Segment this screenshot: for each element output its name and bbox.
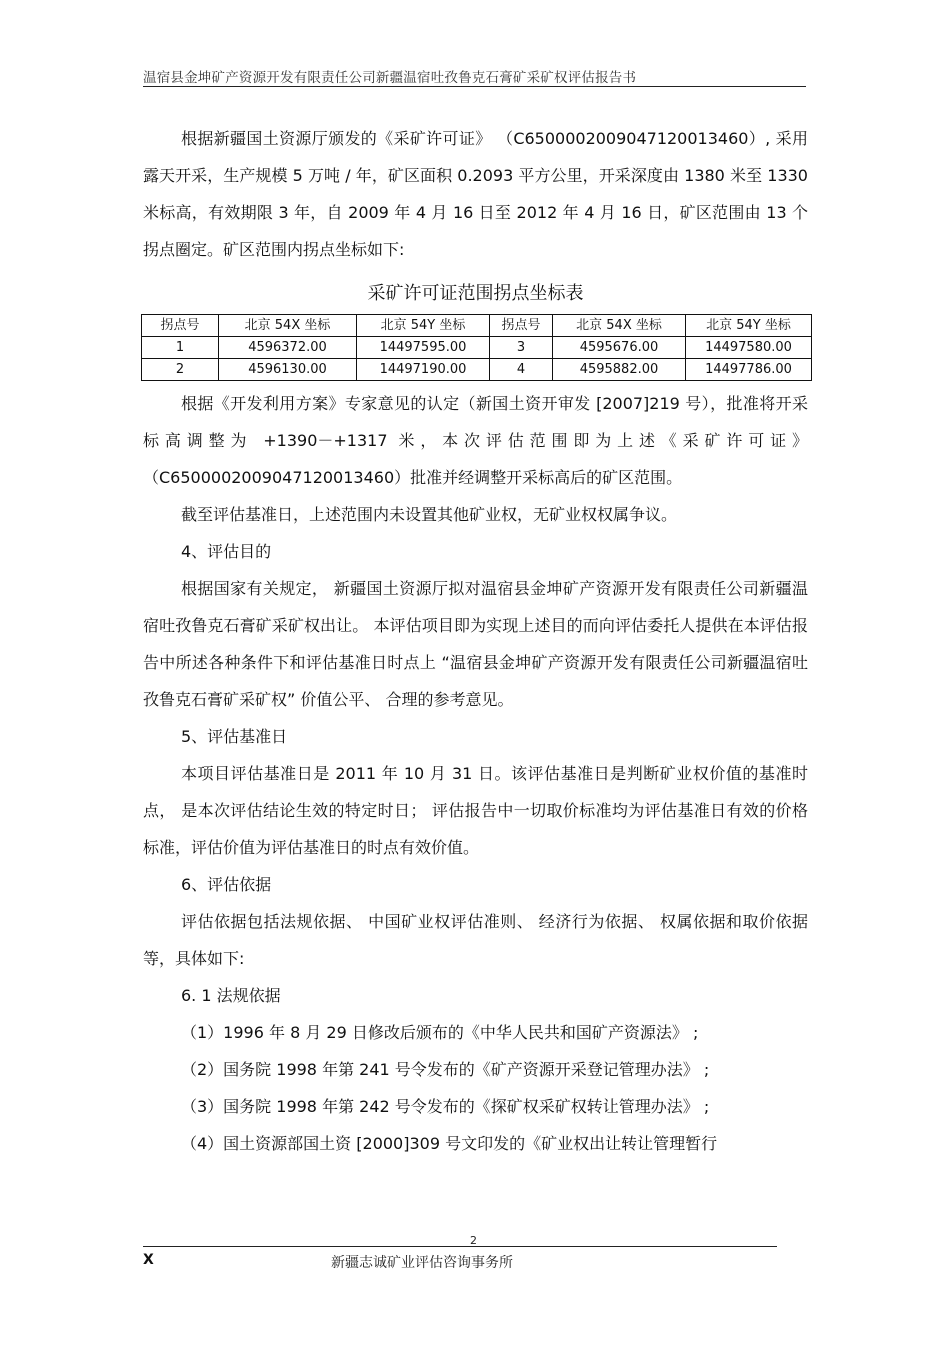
table-cell: 4595882.00 xyxy=(553,359,686,381)
table-header-row xyxy=(142,315,812,337)
table-cell: 14497595.00 xyxy=(357,337,490,359)
paragraph-base-date: 本项目评估基准日是 2011 年 10 月 31 日。该评估基准日是判断矿业权价值的基准时点， 是本次评估结论生效的特定时日； 评估报告中一切取价标准均为评估基准日有效的价格标准，评估价值为评估基准日的时点有效价值。 xyxy=(143,764,808,857)
section-heading-basis: 6、评估依据 xyxy=(181,875,272,894)
document-body xyxy=(143,120,808,1162)
table-header-cell: 北京 54X 坐标 xyxy=(553,315,686,337)
section-heading-base-date: 5、评估基准日 xyxy=(181,727,288,746)
header-divider xyxy=(143,86,806,87)
table-header-cell: 拐点号 xyxy=(490,315,553,337)
paragraph-adjustment: 根据《开发利用方案》专家意见的认定（新国土资开审发 [2007]219 号），批准将开采标高调整为 +1390－+1317 米，本次评估范围即为上述《采矿许可证》（C6500002009047120013460）批准并经调整开采标高后的矿区范围。 xyxy=(143,394,808,487)
table-cell: 1 xyxy=(142,337,219,359)
table-header-cell: 拐点号 xyxy=(142,315,219,337)
table-row xyxy=(142,337,812,359)
list-item: （3）国务院 1998 年第 242 号令发布的《探矿权采矿权转让管理办法》 ; xyxy=(181,1097,710,1116)
table-row xyxy=(142,359,812,381)
coordinate-table xyxy=(141,314,812,381)
table-header-cell: 北京 54X 坐标 xyxy=(219,315,357,337)
subsection-heading-legal-basis: 6. 1 法规依据 xyxy=(181,986,281,1005)
table-cell: 14497190.00 xyxy=(357,359,490,381)
paragraph-purpose: 根据国家有关规定， 新疆国土资源厅拟对温宿县金坤矿产资源开发有限责任公司新疆温宿吐孜鲁克石膏矿采矿权出让。 本评估项目即为实现上述目的而向评估委托人提供在本评估报告中所述各种条件下和评估基准日时点上 “温宿县金坤矿产资源开发有限责任公司新疆温宿吐孜鲁克石膏矿采矿权” 价值公平、 合理的参考意见。 xyxy=(143,579,808,709)
list-item: （4）国土资源部国土资 [2000]309 号文印发的《矿业权出让转让管理暂行 xyxy=(181,1134,718,1153)
list-item: （1）1996 年 8 月 29 日修改后颁布的《中华人民共和国矿产资源法》 ; xyxy=(181,1023,699,1042)
paragraph-basis: 评估依据包括法规依据、 中国矿业权评估准则、 经济行为依据、 权属依据和取价依据等，具体如下: xyxy=(143,912,808,968)
footer-organization: 新疆志诚矿业评估咨询事务所 xyxy=(331,1255,513,1271)
table-cell: 4596130.00 xyxy=(219,359,357,381)
table-cell: 14497580.00 xyxy=(686,337,812,359)
running-header: 温宿县金坤矿产资源开发有限责任公司新疆温宿吐孜鲁克石膏矿采矿权评估报告书 xyxy=(143,70,637,86)
table-cell: 4 xyxy=(490,359,553,381)
page-number: 2 xyxy=(470,1234,477,1247)
paragraph-license: 根据新疆国土资源厅颁发的《采矿许可证》 （C6500002009047120013460）, 采用露天开采，生产规模 5 万吨 / 年，矿区面积 0.2093 平方公里，开采深度由 1380 米至 1330 米标高，有效期限 3 年，自 2009 年 4 月 16 日至 2012 年 4 月 16 日，矿区范围由 13 个拐点圈定。矿区范围内拐点坐标如下: xyxy=(143,129,808,259)
table-cell: 14497786.00 xyxy=(686,359,812,381)
table-header-cell: 北京 54Y 坐标 xyxy=(686,315,812,337)
footer-divider xyxy=(143,1246,777,1247)
table-cell: 3 xyxy=(490,337,553,359)
table-title: 采矿许可证范围拐点坐标表 xyxy=(367,283,584,304)
table-header-cell: 北京 54Y 坐标 xyxy=(357,315,490,337)
list-item: （2）国务院 1998 年第 241 号令发布的《矿产资源开采登记管理办法》 ; xyxy=(181,1060,710,1079)
section-heading-purpose: 4、评估目的 xyxy=(181,542,272,561)
paragraph-no-dispute: 截至评估基准日，上述范围内未设置其他矿业权，无矿业权权属争议。 xyxy=(181,505,678,524)
footer-mark: X xyxy=(143,1252,154,1268)
table-cell: 2 xyxy=(142,359,219,381)
table-cell: 4595676.00 xyxy=(553,337,686,359)
table-cell: 4596372.00 xyxy=(219,337,357,359)
